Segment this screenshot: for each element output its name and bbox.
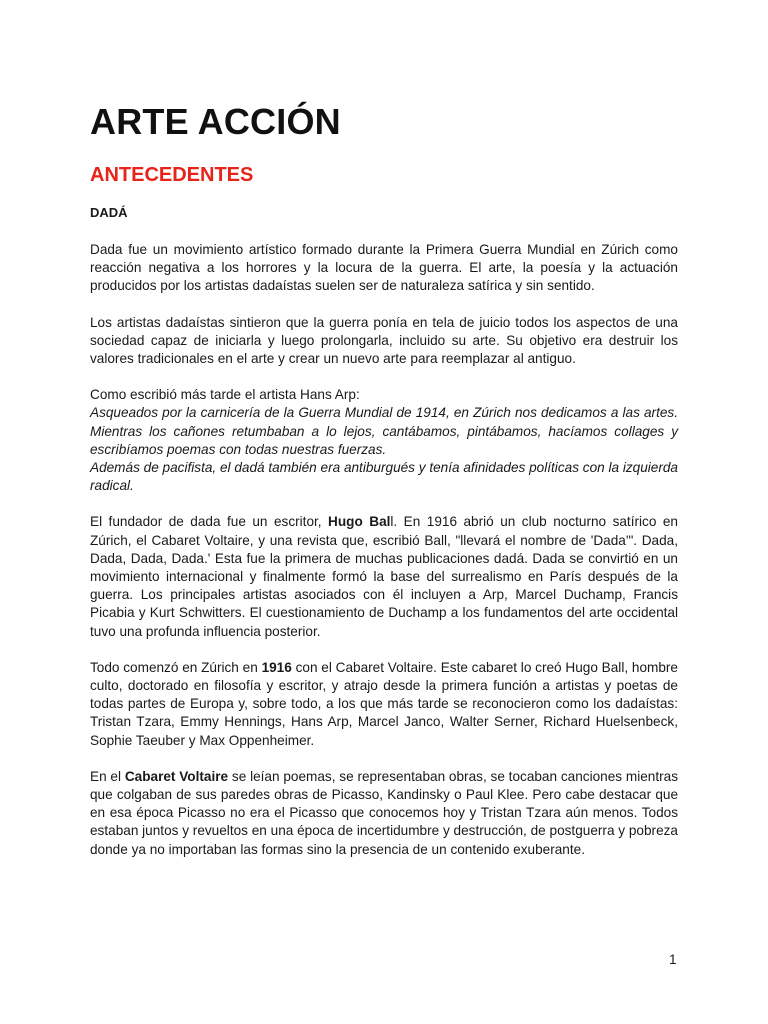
paragraph-1: Dada fue un movimiento artístico formado durante la Primera Guerra Mundial en Zúrich como reacción negativa a los horrores y la locura de la guerra. El arte, la poesía y la actuación producidos por los artistas dadaístas suelen ser de naturaleza satírica y sin sentido. — [90, 242, 678, 294]
quote-text-italic: Asqueados por la carnicería de la Guerra Mundial de 1914, en Zúrich nos dedicamos a las artes. Mientras los cañones retumbaban a lo lejos, cantábamos, pintábamos, hacíamos collages y escribíamos poemas con todas nuestras fuerzas. — [90, 405, 678, 457]
page-number: 1 — [669, 952, 677, 967]
quote-intro: Como escribió más tarde el artista Hans Arp: — [90, 387, 360, 403]
paragraph-4 — [90, 513, 678, 640]
paragraph-4-before: El fundador de dada fue un escritor, — [90, 514, 329, 530]
quote-text — [90, 404, 678, 459]
paragraph-5-after: con el Cabaret Voltaire. Este cabaret lo creó Hugo Ball, hombre culto, doctorado en filosofía y escritor, y atrajo desde la primera función a artistas y poetas de todas partes de Europa y, sobre todo, a los que más tarde se reconocieron como los dadaístas: Tristan Tzara, Emmy Hennings, Hans Arp, Marcel Janco, Walter Serner, Richard Huelsenbeck, Sophie Taeuber y Max Oppenheimer. — [90, 659, 678, 748]
subsection-heading: DADÁ — [90, 205, 128, 220]
page-title: ARTE ACCIÓN — [90, 101, 341, 142]
paragraph-6-bold: Cabaret Voltaire — [124, 768, 229, 784]
paragraph-2: Los artistas dadaístas sintieron que la guerra ponía en tela de juicio todos los aspectos de una sociedad capaz de iniciarla y luego prolongarla, incluido su arte. Su objetivo era destruir los valores tradicionales en el arte y crear un nuevo arte para reemplazar al antiguo. — [90, 314, 678, 367]
paragraph-4-bold: Hugo Bal — [328, 514, 391, 530]
paragraph-4-after: l. En 1916 abrió un club nocturno satírico en Zúrich, el Cabaret Voltaire, y una revista que, escribió Ball, "llevará el nombre de 'Dada'". Dada, Dada, Dada, Dada.' Esta fue la primera de muchas publicaciones dadá. Dada se convirtió en un movimiento internacional y finalmente formó la base del surrealismo en París después de la guerra. Los principales artistas asociados con él incluyen a Arp, Marcel Duchamp, Francis Picabia y Kurt Schwitters. El cuestionamiento de Duchamp a los fundamentos del arte occidental tuvo una profunda influencia posterior. — [90, 514, 678, 639]
paragraph-5-bold: 1916 — [261, 659, 292, 675]
quote-text-2-italic: Además de pacifista, el dadá también era antiburgués y tenía afinidades políticas con la izquierda radical. — [90, 460, 678, 494]
paragraph-6-after: se leían poemas, se representaban obras, se tocaban canciones mientras que colgaban de sus paredes obras de Picasso, Kandinsky o Paul Klee. Pero cabe destacar que en esa época Picasso no era el Picasso que conocemos hoy y Tristan Tzara aún menos. Todos estaban juntos y revueltos en una época de incertidumbre y destrucción, de postguerra y pobreza donde ya no importaban las formas sino la presencia de un contenido exuberante. — [90, 768, 679, 857]
document-page — [90, 98, 678, 859]
section-heading: ANTECEDENTES — [90, 164, 254, 186]
paragraph-5 — [90, 659, 678, 750]
paragraph-5-before: Todo comenzó en Zúrich en — [90, 659, 262, 675]
quote-block — [90, 386, 678, 495]
quote-text-2 — [90, 459, 678, 495]
paragraph-6 — [90, 768, 678, 859]
paragraph-6-before: En el — [90, 768, 125, 784]
